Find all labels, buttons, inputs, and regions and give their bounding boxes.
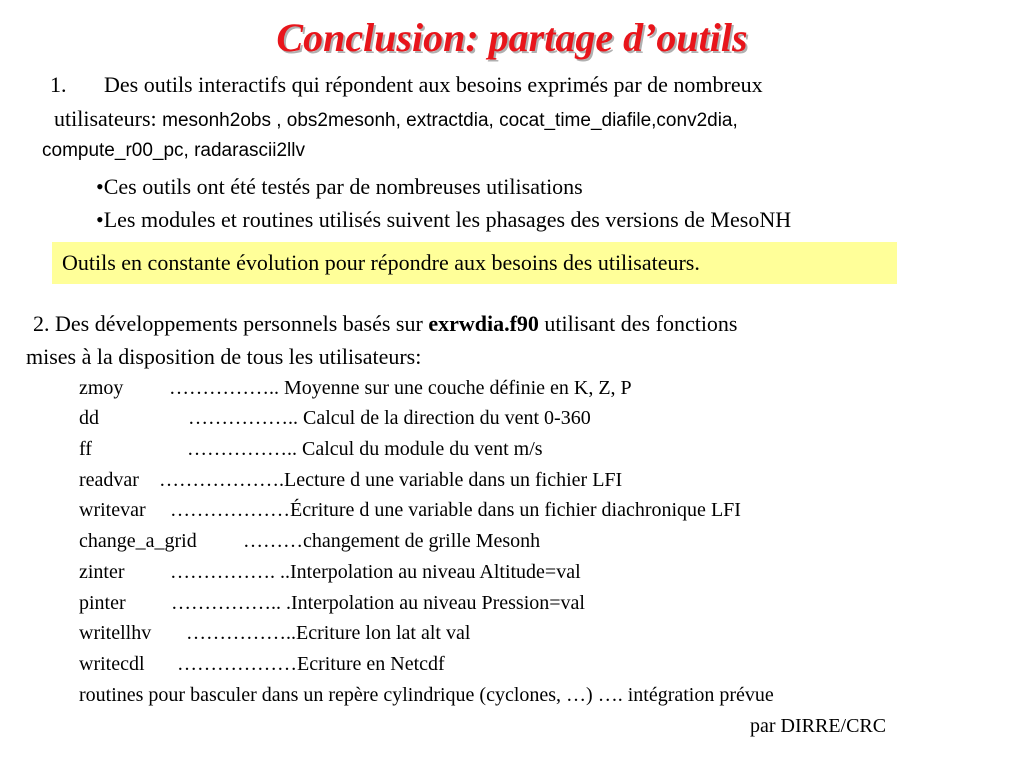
section1-line2-prefix: utilisateurs: [54,106,163,131]
tool-desc: ……………..Ecriture lon lat alt val [186,622,471,644]
tool-writellhv [79,622,470,645]
section2-intro [33,311,738,337]
tool-desc: …………….. .Interpolation au niveau Pression=val [171,592,585,614]
tool-zmoy [79,377,632,400]
tool-zinter [79,561,581,584]
tool-name: change_a_grid [79,530,197,552]
section1-line2 [54,106,738,132]
tool-desc: …………….. Calcul du module du vent m/s [187,438,543,460]
tool-ff [79,438,543,461]
section1-tools-list-cont: compute_r00_pc, radarascii2llv [42,140,305,161]
tool-name: ff [79,438,92,460]
tool-writecdl [79,653,445,676]
tool-name: writevar [79,499,146,521]
section2-intro-line2: mises à la disposition de tous les utilisateurs: [26,344,422,369]
closing-note-line2: par DIRRE/CRC [750,715,887,737]
section2-intro-file: exrwdia.f90 [428,311,539,336]
tool-name: pinter [79,592,126,614]
tool-readvar [79,469,622,492]
bullet-tested: •Ces outils ont été testés par de nombreuses utilisations [96,174,583,199]
tool-name: zinter [79,561,125,583]
bullet-phasing: •Les modules et routines utilisés suivent les phasages des versions de MesoNH [96,207,792,232]
tool-desc: …………….. Moyenne sur une couche définie en K, Z, P [169,377,632,399]
section2-intro-suffix: utilisant des fonctions [538,311,738,336]
section1-number: 1. [50,72,67,97]
tool-name: zmoy [79,377,124,399]
tool-name: writellhv [79,622,152,644]
highlight-callout: Outils en constante évolution pour répondre aux besoins des utilisateurs. [52,242,897,284]
tool-desc: ……………. ..Interpolation au niveau Altitude=val [170,561,581,583]
section1-line1: Des outils interactifs qui répondent aux besoins exprimés par de nombreux [104,72,763,97]
section2-intro-prefix: 2. Des développements personnels basés sur [33,311,429,336]
closing-note-line1: routines pour basculer dans un repère cylindrique (cyclones, …) …. intégration prévue [79,684,774,706]
tool-desc: ……………….Lecture d une variable dans un fichier LFI [159,469,623,491]
tool-change-a-grid [79,530,540,553]
tool-desc: ………………Ecriture en Netcdf [177,653,445,675]
tool-writevar [79,499,741,522]
tool-name: dd [79,407,99,429]
section1-tools-list: mesonh2obs , obs2mesonh, extractdia, cocat_time_diafile,conv2dia, [162,110,738,131]
slide-title: Conclusion: partage d’outils [276,15,748,60]
tool-desc: ………………Écriture d une variable dans un fichier diachronique LFI [170,499,741,521]
tool-name: readvar [79,469,139,491]
tool-name: writecdl [79,653,145,675]
tool-pinter [79,592,585,615]
tool-dd [79,407,591,430]
tool-desc: ………changement de grille Mesonh [243,530,541,552]
tool-desc: …………….. Calcul de la direction du vent 0-360 [188,407,591,429]
